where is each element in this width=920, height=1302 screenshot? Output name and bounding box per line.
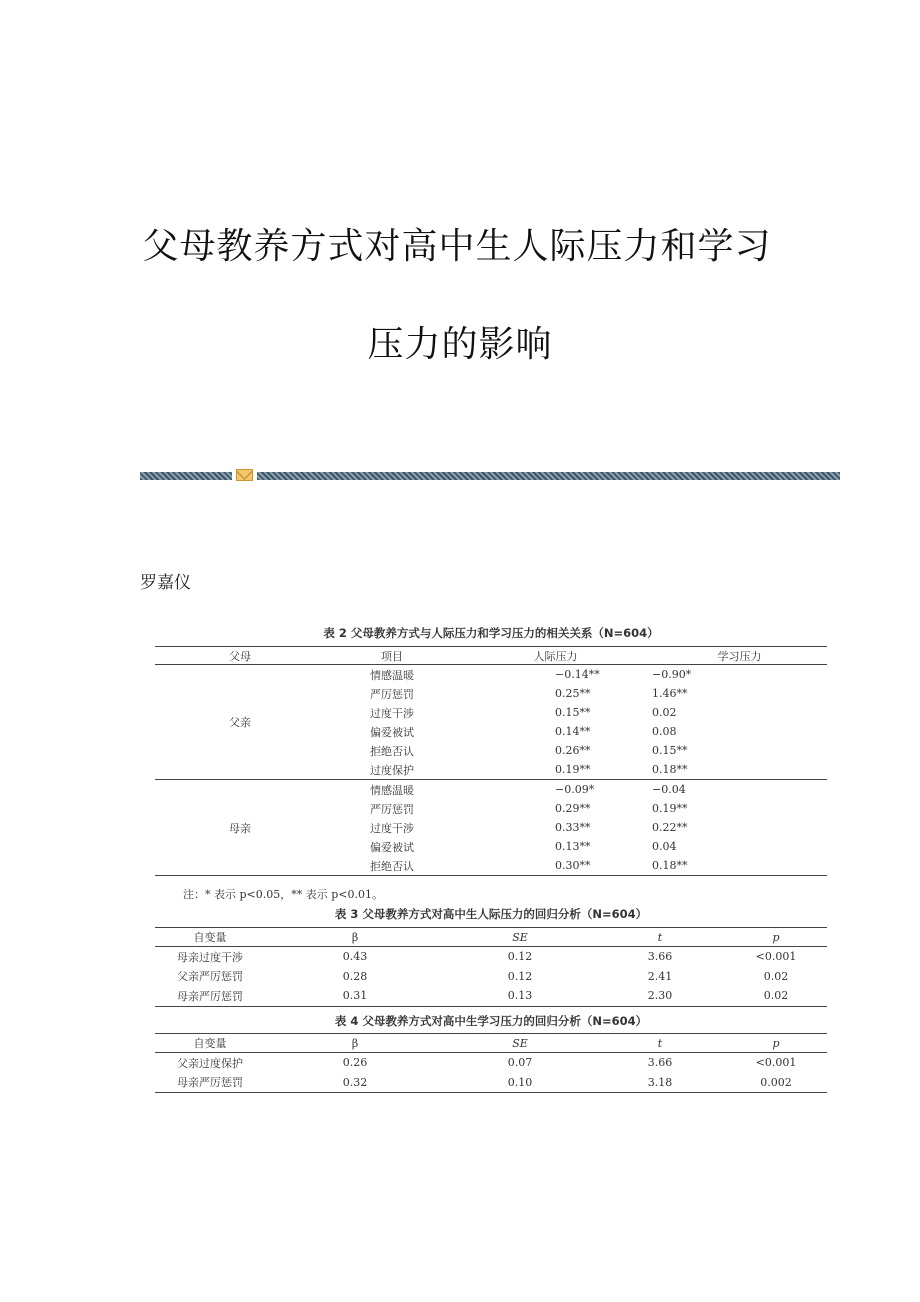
value-cell: 0.13** <box>555 840 591 853</box>
value-cell: 0.28 <box>342 969 368 983</box>
value-cell: 0.33** <box>555 821 591 834</box>
value-cell: 0.22** <box>652 821 688 834</box>
value-cell: 3.66 <box>647 1056 673 1070</box>
parent-cell: 父亲 <box>229 716 251 729</box>
item-cell: 过度保护 <box>370 763 414 777</box>
value-cell: 0.15** <box>652 744 688 757</box>
table2-header: 父母 <box>229 649 251 663</box>
value-cell: −0.14** <box>555 668 600 681</box>
table2-header: 人际压力 <box>533 649 578 663</box>
value-cell: 2.41 <box>647 969 673 983</box>
value-cell: 0.43 <box>342 950 368 964</box>
value-cell: 1.46** <box>652 687 688 700</box>
value-cell: 0.04 <box>652 840 677 853</box>
title-line-2: 压力的影响 <box>367 324 553 365</box>
table4-header: p <box>772 1036 780 1050</box>
value-cell: 0.26** <box>555 744 591 757</box>
table2-header: 学习压力 <box>717 649 762 663</box>
value-cell: <0.001 <box>755 1056 797 1070</box>
variable-cell: 父亲过度保护 <box>177 1056 243 1070</box>
value-cell: 0.29** <box>555 802 591 815</box>
table3-header: β <box>351 930 359 944</box>
table-row <box>155 1073 827 1093</box>
divider-left <box>140 472 232 480</box>
item-cell: 严厉惩罚 <box>370 802 414 816</box>
value-cell: 0.19** <box>652 802 688 815</box>
value-cell: 0.02 <box>652 706 677 719</box>
item-cell: 拒绝否认 <box>370 744 414 758</box>
table4-caption: 表 4 父母教养方式对高中生学习压力的回归分析（N=604） <box>334 1014 648 1028</box>
value-cell: 0.12 <box>507 969 533 983</box>
correlation-table <box>155 646 827 876</box>
value-cell: 0.02 <box>763 969 789 983</box>
title-line-1: 父母教养方式对高中生人际压力和学习 <box>142 226 772 267</box>
table-row <box>155 986 827 1006</box>
divider-right <box>257 472 840 480</box>
table4-header: 自变量 <box>193 1037 227 1050</box>
item-cell: 严厉惩罚 <box>370 687 414 701</box>
value-cell: 0.02 <box>763 989 789 1003</box>
item-cell: 过度干涉 <box>370 706 414 720</box>
parent-cell: 母亲 <box>155 780 325 876</box>
value-cell: 0.18** <box>652 763 688 776</box>
table3-caption: 表 3 父母教养方式对高中生人际压力的回归分析（N=604） <box>334 907 648 921</box>
item-cell: 拒绝否认 <box>370 859 414 873</box>
table3-header: SE <box>512 930 528 944</box>
value-cell: 0.13 <box>507 989 533 1003</box>
item-cell: 过度干涉 <box>370 821 414 835</box>
value-cell: −0.90* <box>652 668 692 681</box>
item-cell: 情感温暖 <box>370 668 414 682</box>
value-cell: 2.30 <box>647 989 673 1003</box>
table2-note: 注：* 表示 p<0.05，** 表示 p<0.01。 <box>183 888 383 901</box>
value-cell: 0.32 <box>342 1075 368 1089</box>
value-cell: −0.09* <box>555 783 595 796</box>
value-cell: 3.66 <box>647 950 673 964</box>
value-cell: 0.14** <box>555 725 591 738</box>
table2-caption: 表 2 父母教养方式与人际压力和学习压力的相关关系（N=604） <box>323 626 659 640</box>
item-cell: 偏爱被试 <box>370 840 414 854</box>
variable-cell: 母亲严厉惩罚 <box>177 989 243 1003</box>
value-cell: 0.31 <box>342 989 368 1003</box>
table-row <box>155 947 827 967</box>
value-cell: 0.08 <box>652 725 677 738</box>
value-cell: 0.002 <box>760 1075 792 1089</box>
table-row <box>155 1053 827 1073</box>
value-cell: 0.18** <box>652 859 688 872</box>
value-cell: 0.30** <box>555 859 591 872</box>
table2-header: 项目 <box>381 649 403 663</box>
regression-table-interpersonal <box>155 927 827 1007</box>
value-cell: 0.12 <box>507 950 533 964</box>
value-cell: −0.04 <box>652 783 686 796</box>
table-row <box>155 780 827 800</box>
table4-header: β <box>351 1036 359 1050</box>
variable-cell: 母亲严厉惩罚 <box>177 1076 243 1090</box>
table3-header: 自变量 <box>193 931 227 944</box>
value-cell: 3.18 <box>647 1075 673 1089</box>
value-cell: 0.25** <box>555 687 591 700</box>
value-cell: <0.001 <box>755 950 797 964</box>
item-cell: 情感温暖 <box>370 783 414 797</box>
table4-header: t <box>657 1036 663 1050</box>
table3-header: p <box>772 930 780 944</box>
value-cell: 0.19** <box>555 763 591 776</box>
value-cell: 0.07 <box>507 1056 533 1070</box>
value-cell: 0.15** <box>555 706 591 719</box>
regression-table-academic <box>155 1033 827 1093</box>
table-row <box>155 967 827 987</box>
envelope-icon <box>236 469 253 481</box>
table4-header: SE <box>512 1036 528 1050</box>
value-cell: 0.10 <box>507 1075 533 1089</box>
table-row <box>155 665 827 685</box>
table3-header: t <box>657 930 663 944</box>
item-cell: 偏爱被试 <box>370 725 414 739</box>
variable-cell: 父亲严厉惩罚 <box>177 970 243 984</box>
author: 罗嘉仪 <box>140 573 191 593</box>
variable-cell: 母亲过度干涉 <box>177 950 243 964</box>
value-cell: 0.26 <box>342 1056 368 1070</box>
